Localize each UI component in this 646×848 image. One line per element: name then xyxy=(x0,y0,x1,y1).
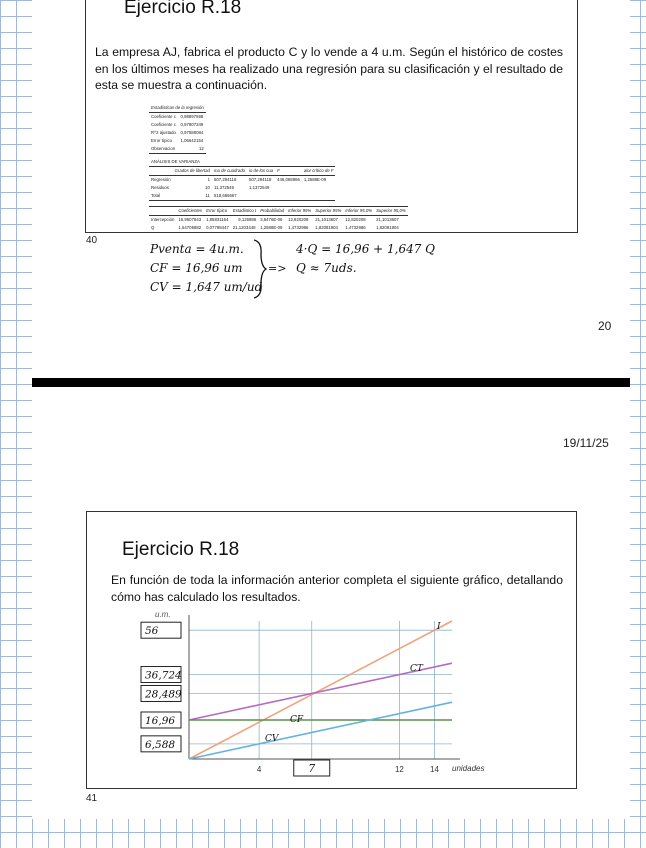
series-label-i: I xyxy=(437,622,441,632)
date-label: 19/11/25 xyxy=(563,436,609,450)
hand-price: Pventa = 4u.m. xyxy=(150,242,244,256)
x-tick-label: 12 xyxy=(394,765,404,774)
table-row: Residuos 10 11,372549 1,1372549 xyxy=(151,185,270,190)
table-header: Grados de libertad ma de cuadrado io de los cua F alor crítico de F xyxy=(149,167,335,176)
hand-variable-cost: CV = 1,647 um/ud xyxy=(150,280,263,294)
page-number-40: 40 xyxy=(86,235,98,246)
x-tick-label: 4 xyxy=(256,765,262,774)
anova-title: ANÁLISIS DE VARIANZA xyxy=(151,159,200,164)
series-label-cf: CF xyxy=(290,715,304,725)
hand-arrow: => xyxy=(268,262,287,275)
side-number-20: 20 xyxy=(598,319,612,333)
table-row: Error típico 1,06642154 xyxy=(151,138,204,143)
table-row: Total 11 518,666667 xyxy=(149,192,335,201)
series-line-i xyxy=(189,621,452,759)
page-number-41: 41 xyxy=(86,793,98,804)
slide-1-text: La empresa AJ, fabrica el producto C y lo vende a 4 u.m. Según el histórico de costes en los últimos meses ha realizado una regresión para su clasificación y el resultado de esta se muestra a continuación. xyxy=(95,45,563,92)
table-row: R^2 ajustado 0,97588084 xyxy=(151,130,204,135)
y-axis-label: u.m. xyxy=(155,610,171,619)
slide-2-title: Ejercicio R.18 xyxy=(122,539,240,560)
y-answer-value: 56 xyxy=(145,625,159,638)
table-row: Intercepción 16,9607843 1,85831164 9,126986 3,6476E-06 12,820208 21,1013607 12,820208 21,1013607 xyxy=(149,216,408,225)
x-axis-label: unidades xyxy=(452,764,485,773)
hand-fixed-cost: CF = 16,96 um xyxy=(150,261,243,275)
hand-result: Q ≈ 7uds. xyxy=(296,261,357,275)
series-label-ct: CT xyxy=(410,664,423,674)
series-label-cv: CV xyxy=(265,734,279,744)
x-tick-label: 14 xyxy=(430,765,439,774)
hand-equation: 4·Q = 16,96 + 1,647 Q xyxy=(296,242,436,256)
table-row: Observacion 12 xyxy=(149,145,206,154)
y-answer-value: 36,724 xyxy=(145,669,182,682)
y-answer-value: 28,489 xyxy=(145,688,182,701)
x-answer-value: 7 xyxy=(308,762,316,775)
table-row: Coeficiente c 0,98897598 xyxy=(151,114,204,119)
y-answer-value: 16,96 xyxy=(145,714,176,727)
table-row: Q 1,64705882 0,07798447 21,1203448 1,2588E-09 1,4732986 1,82081904 1,4732986 1,82081904 xyxy=(149,224,408,233)
stats-title: Estadísticas de la regresión xyxy=(149,104,206,113)
table-header: Coeficientes Error típico Estadístico t Probabilidad Inferior 95% Superior 95% Inferior 95,0% Superior 95,0% xyxy=(149,207,408,216)
slide-1-title: Ejercicio R.18 xyxy=(124,0,242,18)
table-row: Coeficiente c 0,97807349 xyxy=(151,122,204,127)
table-row: Regresión 1 507,294118 507,294118 446,068966 1,2588E-09 xyxy=(149,176,335,185)
y-answer-value: 6,588 xyxy=(145,738,176,751)
slide-2-text: En función de toda la información anterior completa el siguiente gráfico, detallando cómo has calculado los resultados. xyxy=(111,573,563,604)
